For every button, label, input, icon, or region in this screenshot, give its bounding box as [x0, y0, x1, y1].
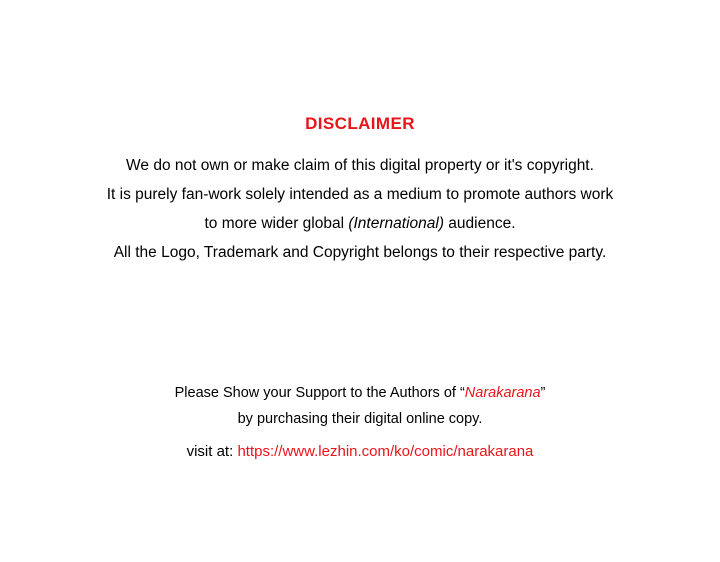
visit-block — [0, 441, 720, 463]
support-line-2: by purchasing their digital online copy. — [237, 411, 483, 427]
disclaimer-line-3-prefix: to more wider global — [204, 215, 349, 232]
disclaimer-line-2: It is purely fan-work solely intended as a medium to promote authors work — [106, 186, 614, 203]
support-line-1 — [0, 380, 720, 406]
work-title: Narakarana — [464, 385, 541, 401]
disclaimer-title: DISCLAIMER — [305, 114, 415, 133]
disclaimer-line-3 — [0, 209, 720, 238]
disclaimer-line-3-italic: (International) — [348, 215, 444, 232]
disclaimer-body — [0, 151, 720, 267]
disclaimer-line-3-suffix: audience. — [443, 215, 516, 232]
support-line-1-prefix: Please Show your Support to the Authors of “ — [174, 385, 465, 401]
support-line-1-suffix: ” — [540, 385, 546, 401]
visit-label: visit at: — [186, 443, 238, 460]
visit-link[interactable]: https://www.lezhin.com/ko/comic/narakarana — [237, 443, 534, 460]
disclaimer-line-4: All the Logo, Trademark and Copyright belongs to their respective party. — [113, 244, 607, 261]
support-block — [0, 380, 720, 432]
disclaimer-line-1: We do not own or make claim of this digital property or it's copyright. — [126, 157, 594, 174]
